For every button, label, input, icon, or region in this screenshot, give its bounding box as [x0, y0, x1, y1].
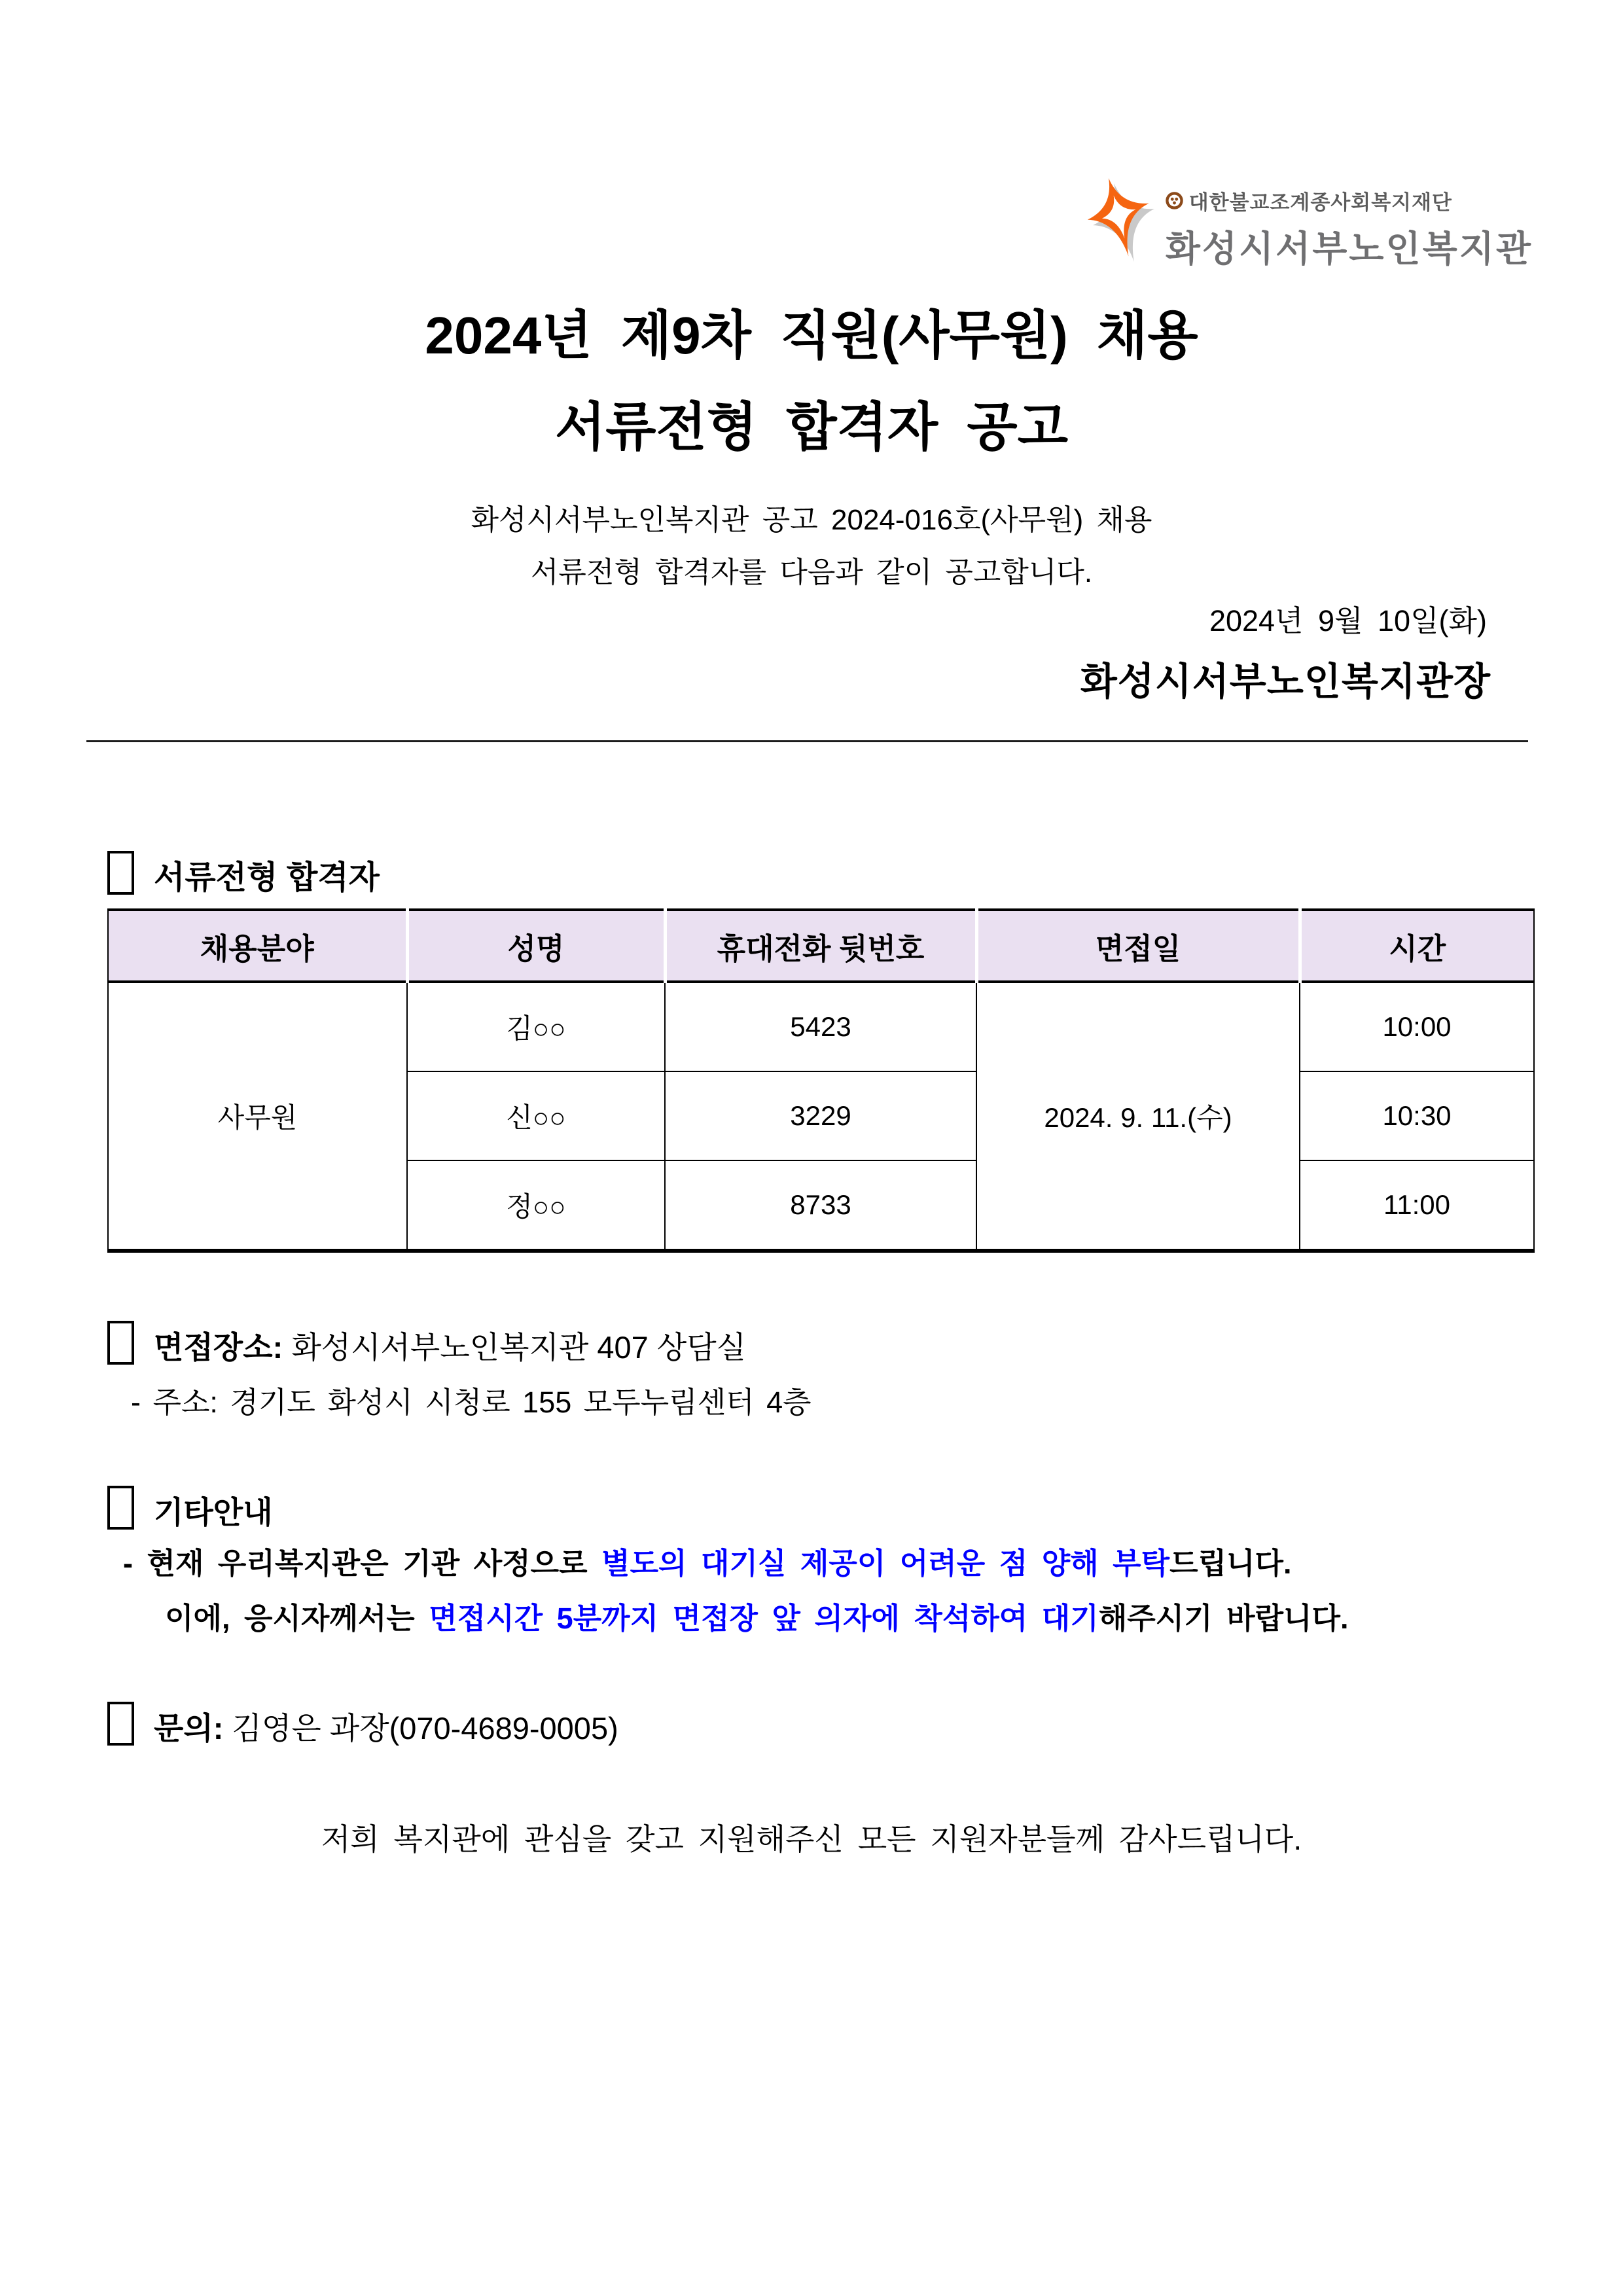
etc-notice-line2: 이에, 응시자께서는 면접시간 5분까지 면접장 앞 의자에 착석하여 대기해주시기 바랍니다.: [165, 1602, 1349, 1635]
section-contact: [107, 1702, 618, 1748]
section-etc-title: 기타안내: [107, 1486, 273, 1532]
cell-time: 10:30: [1300, 1071, 1534, 1160]
document-title-line1: 2024년 제9차 직원(사무원) 채용: [425, 306, 1198, 365]
cell-time: 11:00: [1300, 1160, 1534, 1251]
table-row: [108, 982, 1534, 1071]
etc-notice-line1: - 현재 우리복지관은 기관 사정으로 별도의 대기실 제공이 어려운 점 양해 부탁드립니다.: [123, 1547, 1292, 1580]
intro-line1: 화성시서부노인복지관 공고 2024-016호(사무원) 채용: [471, 504, 1152, 536]
highlighted-text: 별도의 대기실 제공이 어려운 점 양해 부탁: [601, 1547, 1170, 1580]
cell-time: 10:00: [1300, 982, 1534, 1071]
place-value: 화성시서부노인복지관 407 상담실: [283, 1330, 747, 1365]
contact-value: 김영은 과장(070-4689-0005): [223, 1711, 618, 1746]
star-logo-icon: [1083, 174, 1156, 264]
col-header-position: 채용분야: [108, 910, 407, 982]
cell-name: 김○○: [407, 982, 665, 1071]
col-header-name: 성명: [407, 910, 665, 982]
place-address: - 주소: 경기도 화성시 시청로 155 모두누림센터 4층: [131, 1386, 812, 1419]
cell-name: 정○○: [407, 1160, 665, 1251]
foundation-name: 대한불교조계종사회복지재단: [1188, 191, 1452, 214]
square-bullet-icon: [107, 1702, 134, 1746]
intro-line2: 서류전형 합격자를 다음과 같이 공고합니다.: [530, 556, 1093, 588]
pass-list-table: [107, 908, 1535, 1253]
horizontal-divider: [86, 740, 1528, 742]
director-signature: 화성시서부노인복지관장: [1080, 660, 1491, 703]
closing-message: 저희 복지관에 관심을 갖고 지원해주신 모든 지원자분들께 감사드립니다.: [321, 1822, 1302, 1856]
contact-label: 문의:: [154, 1711, 224, 1746]
col-header-date: 면접일: [976, 910, 1300, 982]
cell-phone: 5423: [665, 982, 976, 1071]
cell-position: 사무원: [108, 982, 407, 1251]
square-bullet-icon: [107, 1486, 134, 1530]
col-header-time: 시간: [1300, 910, 1534, 982]
table-header-row: [108, 910, 1534, 982]
announcement-date: 2024년 9월 10일(화): [1209, 604, 1487, 637]
org-logo: [1083, 169, 1533, 272]
section-interview-place: [107, 1321, 746, 1367]
place-label: 면접장소:: [154, 1330, 283, 1365]
cell-name: 신○○: [407, 1071, 665, 1160]
cell-phone: 3229: [665, 1071, 976, 1160]
square-bullet-icon: [107, 851, 134, 895]
jogye-emblem-icon: [1166, 192, 1183, 209]
highlighted-text: 면접시간 5분까지 면접장 앞 의자에 착석하여 대기: [429, 1602, 1099, 1635]
document-title-line2: 서류전형 합격자 공고: [555, 398, 1068, 456]
col-header-phone: 휴대전화 뒷번호: [665, 910, 976, 982]
section-pass-title: 서류전형 합격자: [107, 851, 380, 898]
square-bullet-icon: [107, 1321, 134, 1365]
cell-phone: 8733: [665, 1160, 976, 1251]
cell-interview-date: 2024. 9. 11.(수): [976, 982, 1300, 1251]
org-name: 화성시서부노인복지관: [1165, 228, 1533, 269]
